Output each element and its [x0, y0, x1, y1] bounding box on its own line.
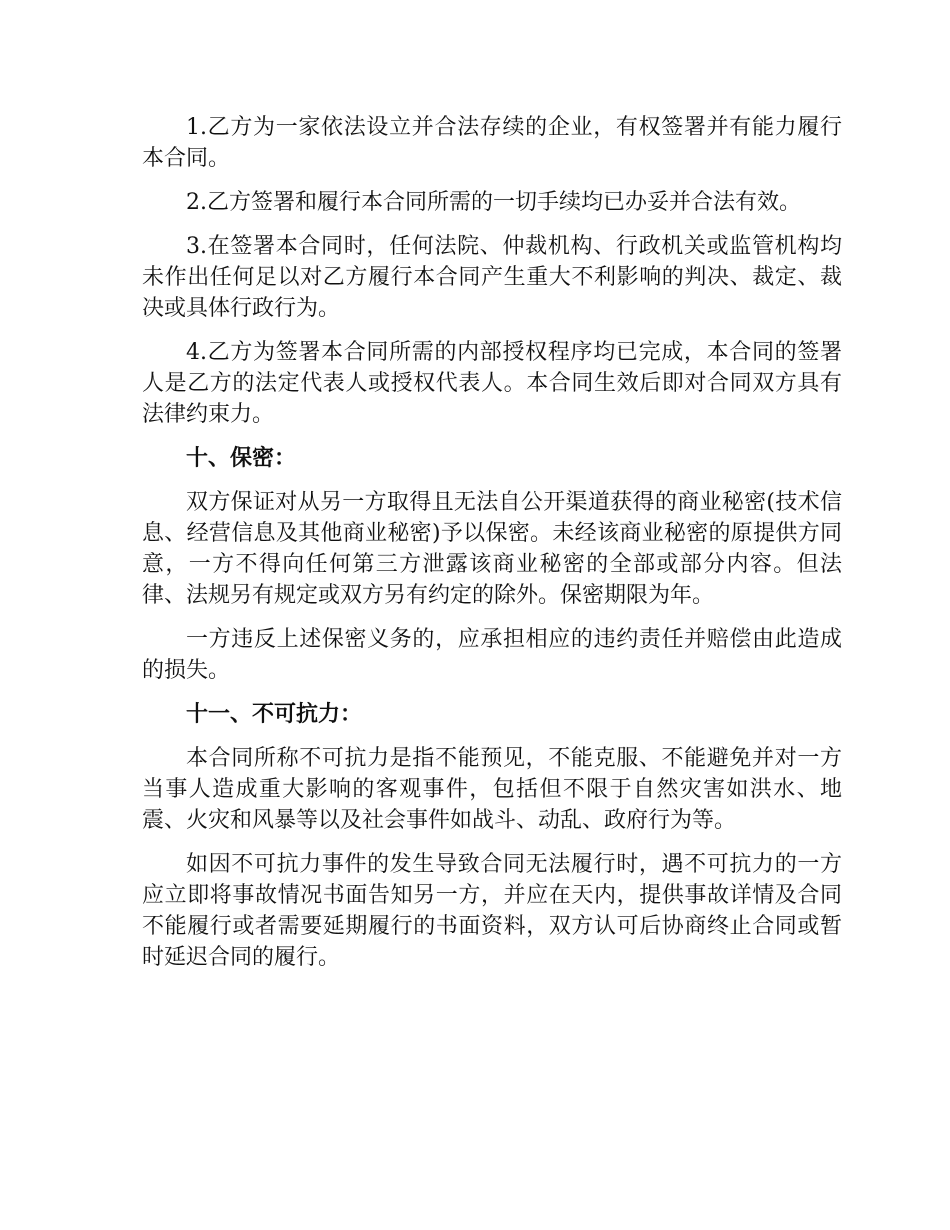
section-heading-force-majeure: 十一、不可抗力：	[186, 702, 363, 727]
force-majeure-paragraph-2: 如因不可抗力事件的发生导致合同无法履行时，遇不可抗力的一方应立即将事故情况书面告知另一方，并应在天内，提供事故详情及合同不能履行或者需要延期履行的书面资料，双方认可后协商终止合同或暂时延迟合同的履行。	[142, 852, 842, 970]
confidentiality-paragraph-1: 双方保证对从另一方取得且无法自公开渠道获得的商业秘密(技术信息、经营信息及其他商业秘密)予以保密。未经该商业秘密的原提供方同意，一方不得向任何第三方泄露该商业秘密的全部或部分内容。但法律、法规另有规定或双方另有约定的除外。保密期限为年。	[142, 490, 842, 608]
clause-paragraph-4: 4.乙方为签署本合同所需的内部授权程序均已完成，本合同的签署人是乙方的法定代表人或授权代表人。本合同生效后即对合同双方具有法律约束力。	[142, 340, 842, 427]
confidentiality-paragraph-2: 一方违反上述保密义务的，应承担相应的违约责任并赔偿由此造成的损失。	[142, 627, 842, 683]
clause-paragraph-3: 3.在签署本合同时，任何法院、仲裁机构、行政机关或监管机构均未作出任何足以对乙方履行本合同产生重大不利影响的判决、裁定、裁决或具体行政行为。	[142, 234, 842, 321]
section-heading-confidentiality: 十、保密：	[186, 446, 297, 471]
clause-paragraph-2: 2.乙方签署和履行本合同所需的一切手续均已办妥并合法有效。	[186, 190, 801, 215]
force-majeure-paragraph-1: 本合同所称不可抗力是指不能预见，不能克服、不能避免并对一方当事人造成重大影响的客观事件，包括但不限于自然灾害如洪水、地震、火灾和风暴等以及社会事件如战斗、动乱、政府行为等。	[142, 746, 842, 833]
document-page	[142, 112, 842, 986]
clause-paragraph-1: 1.乙方为一家依法设立并合法存续的企业，有权签署并有能力履行本合同。	[142, 115, 842, 171]
